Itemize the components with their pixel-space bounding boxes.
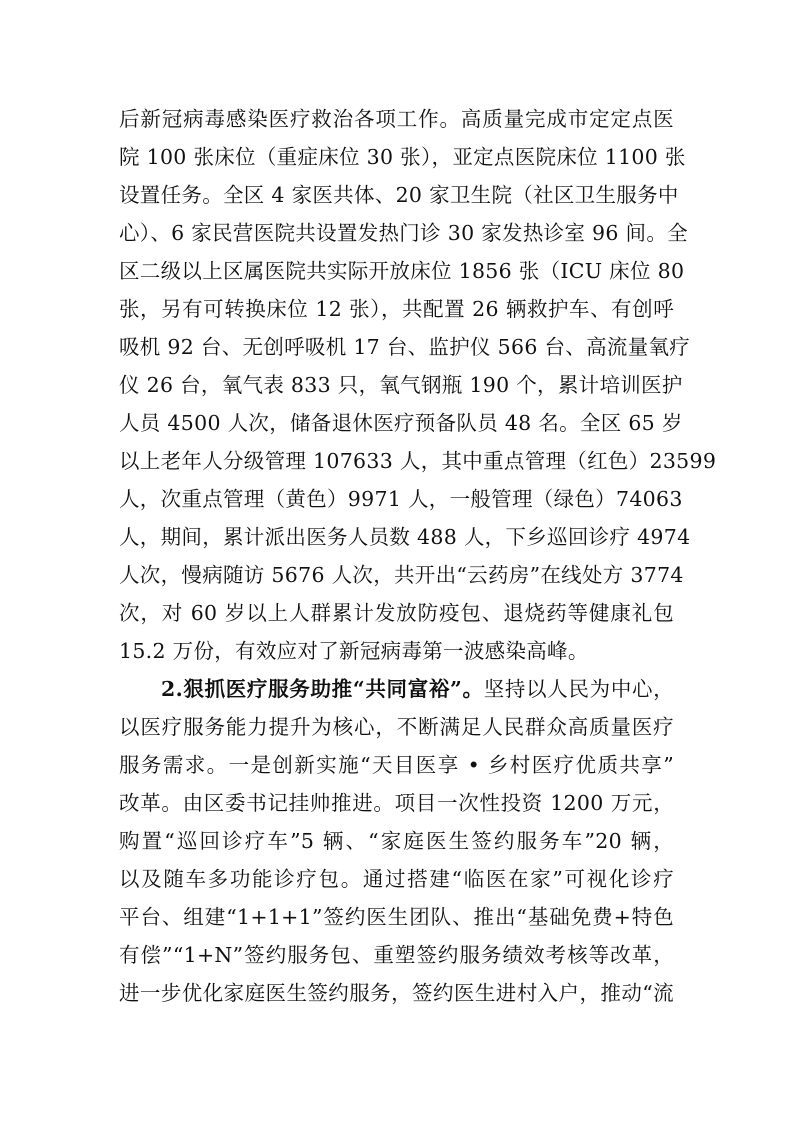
text-line: 人员 4500 人次，储备退休医疗预备队员 48 名。全区 65 岁 (119, 411, 683, 435)
text-line: 后新冠病毒感染医疗救治各项工作。高质量完成市定定点医 (119, 107, 674, 131)
text-line (119, 670, 674, 708)
text-line: 改革。由区委书记挂帅推进。项目一次性投资 1200 万元， (119, 791, 674, 815)
heading-line-rest: 坚持以人民为中心， (483, 677, 674, 701)
text-line: 服务需求。一是创新实施“天目医享 • 乡村医疗优质共享” (119, 753, 674, 777)
text-line: 院 100 张床位（重症床位 30 张），亚定点医院床位 1100 张 (119, 145, 686, 169)
section-heading: 2.狠抓医疗服务助推“共同富裕”。 (161, 677, 484, 701)
text-line: 吸机 92 台、无创呼吸机 17 台、监护仪 566 台、高流量氧疗 (119, 335, 691, 359)
text-line: 平台、组建“1+1+1”签约医生团队、推出“基础免费+特色 (119, 905, 674, 929)
text-line: 有偿”“1+N”签约服务包、重塑签约服务绩效考核等改革， (119, 943, 674, 967)
text-line: 以医疗服务能力提升为核心，不断满足人民群众高质量医疗 (119, 715, 674, 739)
text-line: 以上老年人分级管理 107633 人，其中重点管理（红色）23599 (119, 449, 717, 473)
text-line: 人次，慢病随访 5676 人次，共开出“云药房”在线处方 3774 (119, 563, 684, 587)
text-line: 张，另有可转换床位 12 张），共配置 26 辆救护车、有创呼 (119, 297, 674, 321)
text-line: 以及随车多功能诊疗包。通过搭建“临医在家”可视化诊疗 (119, 867, 674, 891)
paragraph-medical-service (119, 670, 674, 1012)
paragraph-covid-response (119, 100, 717, 670)
text-line: 仪 26 台，氧气表 833 只，氧气钢瓶 190 个，累计培训医护 (119, 373, 683, 397)
text-line: 次，对 60 岁以上人群累计发放防疫包、退烧药等健康礼包 (119, 601, 674, 625)
text-line: 人，期间，累计派出医务人员数 488 人，下乡巡回诊疗 4974 (119, 525, 691, 549)
text-line: 15.2 万份，有效应对了新冠病毒第一波感染高峰。 (119, 639, 589, 663)
text-line: 人，次重点管理（黄色）9971 人，一般管理（绿色）74063 (119, 487, 683, 511)
document-page (119, 100, 717, 1012)
text-line: 心）、6 家民营医院共设置发热门诊 30 家发热诊室 96 间。全 (119, 221, 688, 245)
text-line: 进一步优化家庭医生签约服务，签约医生进村入户，推动“流 (119, 981, 674, 1005)
text-line: 购置“巡回诊疗车”5 辆、“家庭医生签约服务车”20 辆， (119, 829, 674, 853)
text-line: 区二级以上区属医院共实际开放床位 1856 张（ICU 床位 80 (119, 259, 685, 283)
text-line: 设置任务。全区 4 家医共体、20 家卫生院（社区卫生服务中 (119, 183, 679, 207)
